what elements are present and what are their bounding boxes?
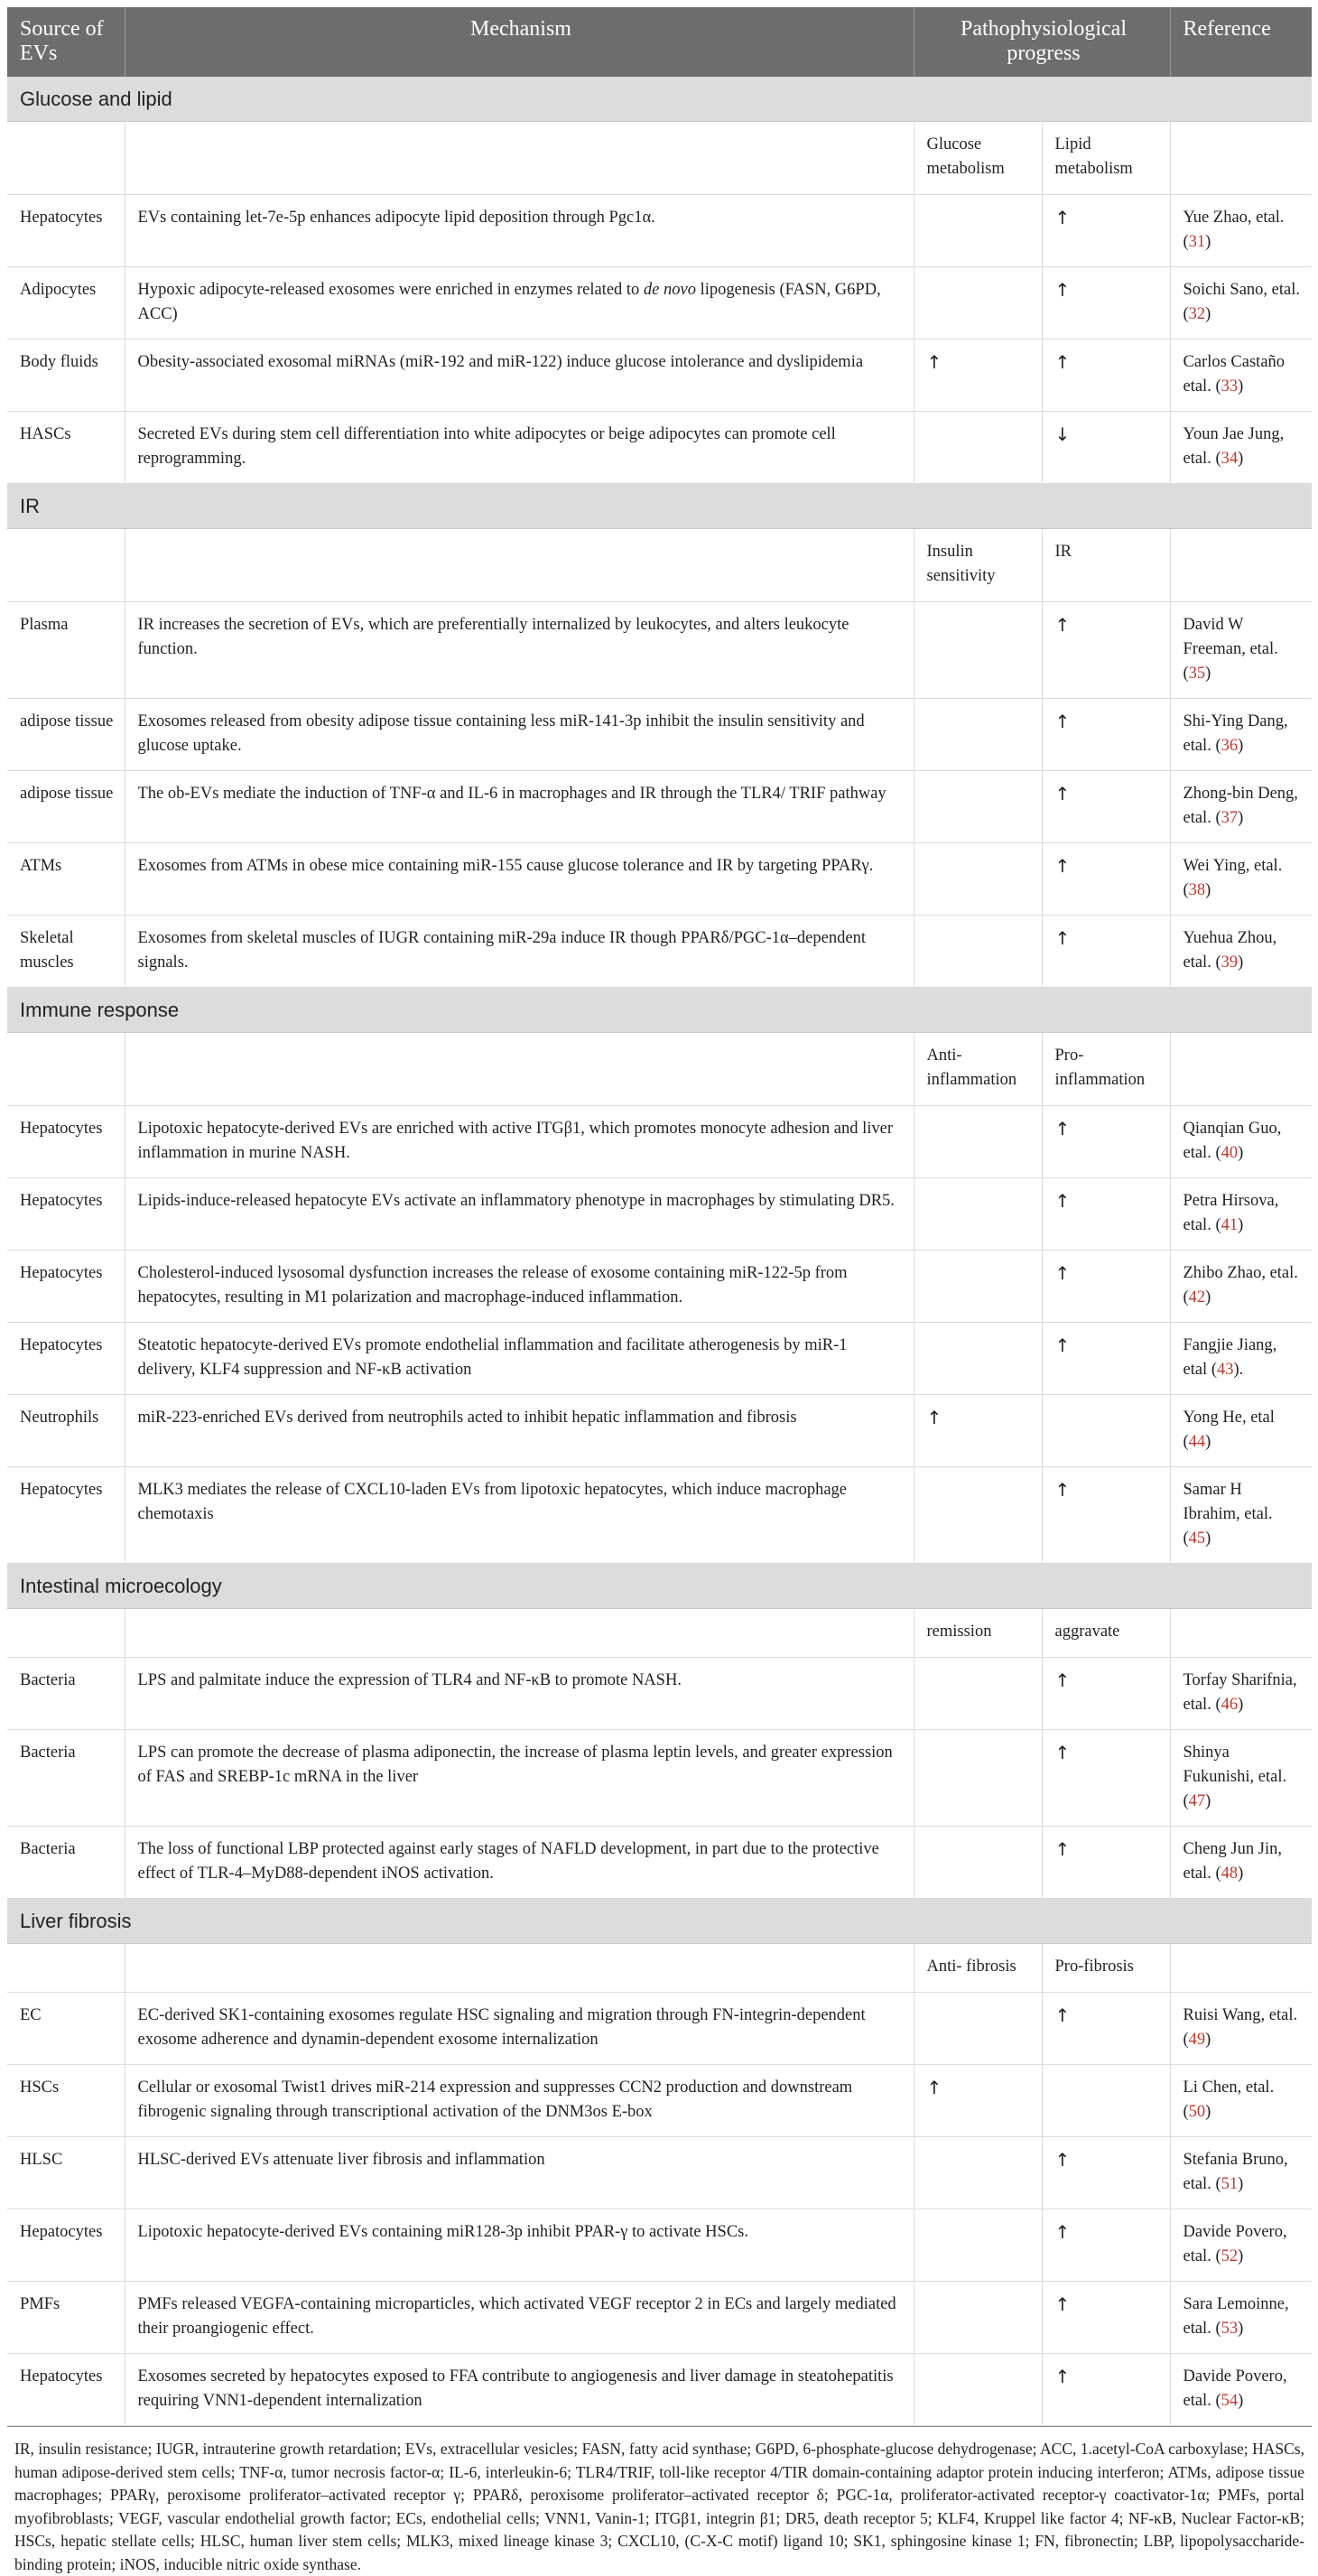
source-cell: Neutrophils (7, 1395, 125, 1467)
mechanism-cell (125, 1395, 914, 1467)
subheader-progress-2: Pro-fibrosis (1042, 1944, 1170, 1993)
progress-cell-1: ↑ (914, 2065, 1042, 2137)
reference-cell (1170, 195, 1312, 267)
header-mechanism: Mechanism (125, 7, 914, 77)
source-cell: Bacteria (7, 1658, 125, 1730)
reference-cell (1170, 602, 1312, 699)
table-row (7, 1730, 1312, 1827)
reference-number: 38 (1188, 881, 1206, 899)
reference-author: Davide Povero, etal. ( (1183, 2367, 1287, 2410)
progress-cell-1 (914, 2354, 1042, 2426)
reference-author: Wei Ying, etal. ( (1183, 857, 1283, 899)
reference-end: ) (1238, 1865, 1244, 1883)
progress-cell-1 (914, 1323, 1042, 1395)
reference-author: Yong He, etal ( (1183, 1409, 1275, 1451)
subheader-empty-mechanism (125, 529, 914, 602)
progress-cell-2: ↑ (1042, 843, 1170, 916)
progress-cell-1 (914, 195, 1042, 267)
mechanism-text: Obesity-associated exosomal miRNAs (miR-192 and miR-122) induce glucose intolerance and dyslipidemia (137, 353, 864, 371)
table-row (7, 699, 1312, 771)
progress-cell-2: ↑ (1042, 1251, 1170, 1323)
source-cell: PMFs (7, 2282, 125, 2354)
progress-cell-1 (914, 771, 1042, 843)
progress-cell-1 (914, 2209, 1042, 2282)
source-cell: Hepatocytes (7, 1106, 125, 1178)
progress-cell-1 (914, 412, 1042, 484)
reference-number: 53 (1221, 2320, 1239, 2338)
subheader-empty-source (7, 1609, 125, 1658)
table-row (7, 412, 1312, 484)
source-cell: Hepatocytes (7, 2209, 125, 2282)
source-cell: Hepatocytes (7, 195, 125, 267)
mechanism-cell (125, 602, 914, 699)
subheader-empty-source (7, 1944, 125, 1993)
source-cell: Hepatocytes (7, 2354, 125, 2426)
header-reference: Reference (1170, 7, 1312, 77)
source-cell: Hepatocytes (7, 1467, 125, 1564)
progress-cell-2: ↑ (1042, 916, 1170, 988)
mechanism-text: Cellular or exosomal Twist1 drives miR-214 expression and suppresses CCN2 production and downstream fibrogenic signaling through transcriptional activation of the DNM3os E-box (137, 2078, 853, 2121)
reference-number: 37 (1221, 809, 1239, 827)
table-row (7, 2282, 1312, 2354)
section-title: Intestinal microecology (7, 1564, 1312, 1609)
reference-end: ) (1238, 2175, 1244, 2193)
section-title: Glucose and lipid (7, 77, 1312, 122)
table-row (7, 339, 1312, 412)
mechanism-text: The ob-EVs mediate the induction of TNF-α and IL-6 in macrophages and IR through the TLR4/ TRIF pathway (137, 785, 886, 803)
reference-number: 39 (1221, 953, 1239, 972)
mechanism-cell (125, 1106, 914, 1178)
source-cell: EC (7, 1993, 125, 2065)
reference-cell (1170, 2282, 1312, 2354)
reference-author: Carlos Castaño etal. ( (1183, 353, 1286, 395)
progress-cell-1 (914, 267, 1042, 339)
mechanism-cell (125, 771, 914, 843)
subheader-progress-1: Insulin sensitivity (914, 529, 1042, 602)
progress-cell-2: ↑ (1042, 699, 1170, 771)
progress-cell-1 (914, 1827, 1042, 1899)
reference-end: ) (1238, 2320, 1244, 2338)
reference-end: ) (1238, 1144, 1244, 1162)
mechanism-cell (125, 1178, 914, 1251)
mechanism-text-end: lipogenesis (FASN, G6PD, ACC) (137, 281, 881, 323)
reference-number: 52 (1221, 2247, 1239, 2265)
section-row (7, 484, 1312, 529)
mechanism-cell (125, 1658, 914, 1730)
reference-end: ) (1205, 665, 1211, 683)
progress-cell-1 (914, 699, 1042, 771)
progress-cell-2: ↑ (1042, 2354, 1170, 2426)
mechanism-cell (125, 1827, 914, 1899)
progress-cell-2: ↑ (1042, 602, 1170, 699)
mechanism-cell (125, 195, 914, 267)
mechanism-text: Lipids-induce-released hepatocyte EVs activate an inflammatory phenotype in macrophages by stimulating DR5. (137, 1192, 895, 1210)
mechanism-text: Lipotoxic hepatocyte-derived EVs containing miR128-3p inhibit PPAR-γ to activate HSCs. (137, 2223, 748, 2241)
reference-author: Shinya Fukunishi, etal. ( (1183, 1744, 1287, 1810)
reference-author: Shi-Ying Dang, etal. ( (1183, 712, 1288, 755)
source-cell: Body fluids (7, 339, 125, 412)
mechanism-text: Exosomes from ATMs in obese mice containing miR-155 cause glucose tolerance and IR by targeting PPARγ. (137, 857, 874, 875)
subheader-progress-2: Pro-inflammation (1042, 1033, 1170, 1106)
section-row (7, 77, 1312, 122)
progress-cell-1 (914, 1730, 1042, 1827)
table-container (7, 7, 1312, 2576)
source-cell: Skeletal muscles (7, 916, 125, 988)
reference-cell (1170, 1323, 1312, 1395)
reference-end: ) (1205, 1433, 1211, 1451)
subheader-row (7, 122, 1312, 195)
subheader-progress-1: Glucose metabolism (914, 122, 1042, 195)
reference-number: 34 (1221, 450, 1239, 468)
subheader-empty-reference (1170, 1033, 1312, 1106)
ev-mechanism-table (7, 7, 1312, 2426)
subheader-progress-2: Lipid metabolism (1042, 122, 1170, 195)
reference-number: 54 (1221, 2392, 1239, 2410)
mechanism-text: EC-derived SK1-containing exosomes regulate HSC signaling and migration through FN-integrin-dependent exosome adherence and dynamin-dependent exosome internalization (137, 2006, 866, 2049)
mechanism-text: LPS and palmitate induce the expression of TLR4 and NF-κB to promote NASH. (137, 1671, 682, 1689)
reference-number: 47 (1188, 1792, 1206, 1810)
reference-cell (1170, 1730, 1312, 1827)
progress-cell-2 (1042, 1395, 1170, 1467)
mechanism-cell (125, 339, 914, 412)
progress-cell-2: ↑ (1042, 339, 1170, 412)
reference-author: Torfay Sharifnia, etal. ( (1183, 1671, 1297, 1714)
progress-cell-1 (914, 1993, 1042, 2065)
table-row (7, 1658, 1312, 1730)
reference-cell (1170, 771, 1312, 843)
mechanism-italic: de novo (643, 281, 696, 299)
section-row (7, 988, 1312, 1033)
progress-cell-2: ↑ (1042, 1178, 1170, 1251)
table-row (7, 2354, 1312, 2426)
reference-cell (1170, 267, 1312, 339)
subheader-empty-reference (1170, 529, 1312, 602)
reference-cell (1170, 843, 1312, 916)
reference-end: ) (1238, 2247, 1244, 2265)
reference-author: Zhibo Zhao, etal. ( (1183, 1264, 1298, 1307)
section-title: IR (7, 484, 1312, 529)
progress-cell-2: ↑ (1042, 2282, 1170, 2354)
reference-cell (1170, 1993, 1312, 2065)
reference-end: ) (1205, 2103, 1211, 2121)
reference-cell (1170, 412, 1312, 484)
mechanism-text: miR-223-enriched EVs derived from neutrophils acted to inhibit hepatic inflammation and fibrosis (137, 1409, 797, 1427)
progress-cell-1 (914, 916, 1042, 988)
mechanism-cell (125, 1323, 914, 1395)
reference-author: Youn Jae Jung, etal. ( (1183, 425, 1285, 468)
mechanism-text: EVs containing let-7e-5p enhances adipocyte lipid deposition through Pgc1α. (137, 209, 655, 227)
reference-cell (1170, 1106, 1312, 1178)
mechanism-text: IR increases the secretion of EVs, which are preferentially internalized by leukocytes, and alters leukocyte function. (137, 616, 849, 658)
reference-cell (1170, 339, 1312, 412)
reference-number: 48 (1221, 1865, 1239, 1883)
mechanism-text: MLK3 mediates the release of CXCL10-laden EVs from lipotoxic hepatocytes, which induce macrophage chemotaxis (137, 1481, 847, 1523)
mechanism-cell (125, 2354, 914, 2426)
table-row (7, 1251, 1312, 1323)
progress-cell-2: ↑ (1042, 1658, 1170, 1730)
source-cell: Hepatocytes (7, 1251, 125, 1323)
table-row (7, 195, 1312, 267)
reference-number: 51 (1221, 2175, 1239, 2193)
reference-author: Qianqian Guo, etal. ( (1183, 1120, 1282, 1162)
reference-number: 43 (1217, 1361, 1234, 1379)
mechanism-text: HLSC-derived EVs attenuate liver fibrosis and inflammation (137, 2151, 545, 2169)
progress-cell-2: ↑ (1042, 1467, 1170, 1564)
progress-cell-2: ↑ (1042, 771, 1170, 843)
reference-cell (1170, 2137, 1312, 2209)
source-cell: adipose tissue (7, 699, 125, 771)
reference-number: 31 (1188, 233, 1206, 251)
table-row (7, 1993, 1312, 2065)
subheader-empty-reference (1170, 1609, 1312, 1658)
reference-end: ) (1205, 881, 1211, 899)
reference-end: ) (1205, 2031, 1211, 2049)
subheader-empty-mechanism (125, 1609, 914, 1658)
reference-end: ) (1205, 233, 1211, 251)
mechanism-cell (125, 1251, 914, 1323)
progress-cell-1: ↑ (914, 1395, 1042, 1467)
progress-cell-1 (914, 1658, 1042, 1730)
subheader-empty-mechanism (125, 1944, 914, 1993)
subheader-empty-reference (1170, 122, 1312, 195)
reference-author: Petra Hirsova, etal. ( (1183, 1192, 1279, 1234)
reference-author: Samar H Ibrahim, etal. ( (1183, 1481, 1273, 1548)
progress-cell-2: ↑ (1042, 267, 1170, 339)
reference-end: ) (1238, 377, 1244, 395)
progress-cell-2: ↑ (1042, 2137, 1170, 2209)
reference-end: ) (1205, 1792, 1211, 1810)
mechanism-cell (125, 2065, 914, 2137)
reference-author: Ruisi Wang, etal. ( (1183, 2006, 1298, 2049)
progress-cell-2: ↑ (1042, 1730, 1170, 1827)
table-row (7, 1178, 1312, 1251)
section-title: Liver fibrosis (7, 1899, 1312, 1944)
progress-cell-1 (914, 2282, 1042, 2354)
reference-cell (1170, 1827, 1312, 1899)
subheader-row (7, 529, 1312, 602)
reference-author: David W Freeman, etal. ( (1183, 616, 1278, 683)
reference-author: Cheng Jun Jin, etal. ( (1183, 1840, 1282, 1883)
section-row (7, 1564, 1312, 1609)
mechanism-text: Secreted EVs during stem cell differentiation into white adipocytes or beige adipocytes can promote cell reprogramming. (137, 425, 836, 468)
progress-cell-1 (914, 1251, 1042, 1323)
mechanism-text: Exosomes secreted by hepatocytes exposed to FFA contribute to angiogenesis and liver damage in steatohepatitis requiring VNN1-dependent internalization (137, 2367, 894, 2410)
reference-end: ) (1205, 1530, 1211, 1548)
table-row (7, 1467, 1312, 1564)
progress-cell-2 (1042, 2065, 1170, 2137)
mechanism-text: Exosomes from skeletal muscles of IUGR containing miR-29a induce IR though PPARδ/PGC-1α–dependent signals. (137, 929, 866, 972)
header-progress: Pathophysiological progress (914, 7, 1170, 77)
progress-cell-2: ↑ (1042, 195, 1170, 267)
reference-end: ) (1238, 809, 1244, 827)
reference-cell (1170, 699, 1312, 771)
table-body (7, 77, 1312, 2426)
subheader-progress-1: Anti-inflammation (914, 1033, 1042, 1106)
mechanism-cell (125, 1467, 914, 1564)
table-row (7, 1827, 1312, 1899)
reference-author: Zhong-bin Deng, etal. ( (1183, 785, 1298, 827)
reference-end: ) (1238, 450, 1244, 468)
reference-cell (1170, 1251, 1312, 1323)
progress-cell-1 (914, 1467, 1042, 1564)
reference-author: Stefania Bruno, etal. ( (1183, 2151, 1288, 2193)
mechanism-cell (125, 843, 914, 916)
subheader-progress-2: aggravate (1042, 1609, 1170, 1658)
table-row (7, 1106, 1312, 1178)
mechanism-text: Exosomes released from obesity adipose tissue containing less miR-141-3p inhibit the insulin sensitivity and glucose uptake. (137, 712, 865, 755)
reference-number: 36 (1221, 737, 1239, 755)
source-cell: Adipocytes (7, 267, 125, 339)
source-cell: Hepatocytes (7, 1178, 125, 1251)
progress-cell-2: ↑ (1042, 1323, 1170, 1395)
subheader-row (7, 1033, 1312, 1106)
mechanism-cell (125, 412, 914, 484)
source-cell: adipose tissue (7, 771, 125, 843)
mechanism-cell (125, 1993, 914, 2065)
subheader-progress-1: remission (914, 1609, 1042, 1658)
table-row (7, 1323, 1312, 1395)
reference-author: Sara Lemoinne, etal. ( (1183, 2295, 1289, 2338)
reference-author: Davide Povero, etal. ( (1183, 2223, 1287, 2265)
progress-cell-1: ↑ (914, 339, 1042, 412)
table-header (7, 7, 1312, 77)
reference-cell (1170, 2209, 1312, 2282)
subheader-progress-2: IR (1042, 529, 1170, 602)
reference-cell (1170, 2065, 1312, 2137)
subheader-row (7, 1944, 1312, 1993)
mechanism-text: LPS can promote the decrease of plasma adiponectin, the increase of plasma leptin levels, and greater expression of FAS and SREBP-1c mRNA in the liver (137, 1744, 893, 1786)
source-cell: Bacteria (7, 1827, 125, 1899)
subheader-empty-mechanism (125, 122, 914, 195)
source-cell: Bacteria (7, 1730, 125, 1827)
section-title: Immune response (7, 988, 1312, 1033)
mechanism-cell (125, 267, 914, 339)
table-footnote: IR, insulin resistance; IUGR, intrauterine growth retardation; EVs, extracellular vesicles; FASN, fatty acid synthase; G6PD, 6-phosphate-glucose dehydrogenase; ACC, 1.acetyl-CoA carboxylase; HASCs, human adipose-derived stem cells; TNF-α, tumor necrosis factor-α; IL-6, interleukin-6; TLR4/TRIF, toll-like receptor 4/TIR domain-containing adaptor protein inducing interferon; ATMs, adipose tissue macrophages; PPARγ, peroxisome proliferator–activated receptor γ; PPARδ, peroxisome proliferator–activated receptor δ; PGC-1α, proliferator-activated receptor-γ coactivator-1α; PMFs, portal myofibroblasts; VEGF, vascular endothelial growth factor; ECs, endothelial cells; VNN1, Vanin-1; ITGβ1, integrin β1; DR5, death receptor 5; KLF4, Kruppel like factor 4; NF-κB, Nuclear Factor-κB; HSCs, hepatic stellate cells; HLSC, human liver stem cells; MLK3, mixed lineage kinase 3; CXCL10, (C-X-C motif) ligand 10; SK1, sphingosine kinase 1; FN, fibronectin; LBP, lipopolysaccharide-binding protein; iNOS, inducible nitric oxide synthase. (7, 2426, 1312, 2576)
source-cell: HASCs (7, 412, 125, 484)
table-row (7, 843, 1312, 916)
progress-cell-1 (914, 2137, 1042, 2209)
mechanism-text: PMFs released VEGFA-containing microparticles, which activated VEGF receptor 2 in ECs and largely mediated their proangiogenic effect. (137, 2295, 896, 2338)
reference-end: ) (1238, 2392, 1244, 2410)
reference-cell (1170, 1467, 1312, 1564)
table-row (7, 267, 1312, 339)
table-row (7, 771, 1312, 843)
mechanism-cell (125, 916, 914, 988)
progress-cell-1 (914, 1106, 1042, 1178)
reference-end: ) (1238, 1216, 1244, 1234)
reference-cell (1170, 916, 1312, 988)
table-row (7, 602, 1312, 699)
source-cell: Hepatocytes (7, 1323, 125, 1395)
subheader-empty-source (7, 1033, 125, 1106)
reference-author: Li Chen, etal. ( (1183, 2078, 1275, 2121)
subheader-empty-reference (1170, 1944, 1312, 1993)
reference-cell (1170, 2354, 1312, 2426)
reference-end: ) (1205, 1288, 1211, 1307)
mechanism-text: Steatotic hepatocyte-derived EVs promote endothelial inflammation and facilitate atherogenesis by miR-1 delivery, KLF4 suppression and NF-κB activation (137, 1336, 848, 1379)
progress-cell-1 (914, 1178, 1042, 1251)
reference-number: 33 (1221, 377, 1239, 395)
reference-end: ) (1238, 953, 1244, 972)
progress-cell-1 (914, 602, 1042, 699)
subheader-empty-mechanism (125, 1033, 914, 1106)
header-source: Source of EVs (7, 7, 125, 77)
mechanism-cell (125, 2137, 914, 2209)
table-row (7, 2065, 1312, 2137)
subheader-empty-source (7, 122, 125, 195)
reference-number: 35 (1188, 665, 1206, 683)
progress-cell-2: ↓ (1042, 412, 1170, 484)
reference-number: 41 (1221, 1216, 1239, 1234)
progress-cell-2: ↑ (1042, 1106, 1170, 1178)
reference-author: Yue Zhao, etal. ( (1183, 209, 1285, 251)
reference-number: 40 (1221, 1144, 1239, 1162)
subheader-empty-source (7, 529, 125, 602)
subheader-row (7, 1609, 1312, 1658)
mechanism-cell (125, 2209, 914, 2282)
source-cell: Plasma (7, 602, 125, 699)
reference-number: 45 (1188, 1530, 1206, 1548)
progress-cell-2: ↑ (1042, 2209, 1170, 2282)
source-cell: ATMs (7, 843, 125, 916)
reference-end: ) (1238, 737, 1244, 755)
subheader-progress-1: Anti- fibrosis (914, 1944, 1042, 1993)
reference-number: 44 (1188, 1433, 1206, 1451)
reference-cell (1170, 1395, 1312, 1467)
mechanism-text: The loss of functional LBP protected against early stages of NAFLD development, in part due to the protective effect of TLR-4–MyD88-dependent iNOS activation. (137, 1840, 879, 1883)
section-row (7, 1899, 1312, 1944)
mechanism-text: Cholesterol-induced lysosomal dysfunction increases the release of exosome containing miR-122-5p from hepatocytes, resulting in M1 polarization and macrophage-induced inflammation. (137, 1264, 848, 1307)
progress-cell-2: ↑ (1042, 1827, 1170, 1899)
mechanism-text: Hypoxic adipocyte-released exosomes were enriched in enzymes related to (137, 281, 644, 299)
reference-cell (1170, 1658, 1312, 1730)
reference-author: Yuehua Zhou, etal. ( (1183, 929, 1277, 972)
mechanism-cell (125, 1730, 914, 1827)
table-row (7, 916, 1312, 988)
mechanism-cell (125, 699, 914, 771)
reference-cell (1170, 1178, 1312, 1251)
reference-end: ). (1233, 1361, 1244, 1379)
reference-number: 42 (1188, 1288, 1206, 1307)
table-row (7, 1395, 1312, 1467)
reference-number: 46 (1221, 1696, 1239, 1714)
reference-number: 50 (1188, 2103, 1206, 2121)
progress-cell-1 (914, 843, 1042, 916)
reference-number: 49 (1188, 2031, 1206, 2049)
reference-number: 32 (1188, 305, 1206, 323)
reference-author: Fangjie Jiang, etal ( (1183, 1336, 1277, 1379)
source-cell: HSCs (7, 2065, 125, 2137)
reference-end: ) (1205, 305, 1211, 323)
mechanism-text: Lipotoxic hepatocyte-derived EVs are enriched with active ITGβ1, which promotes monocyte adhesion and liver inflammation in murine NASH. (137, 1120, 893, 1162)
table-row (7, 2137, 1312, 2209)
progress-cell-2: ↑ (1042, 1993, 1170, 2065)
reference-end: ) (1238, 1696, 1244, 1714)
source-cell: HLSC (7, 2137, 125, 2209)
table-row (7, 2209, 1312, 2282)
mechanism-cell (125, 2282, 914, 2354)
reference-author: Soichi Sano, etal. ( (1183, 281, 1300, 323)
